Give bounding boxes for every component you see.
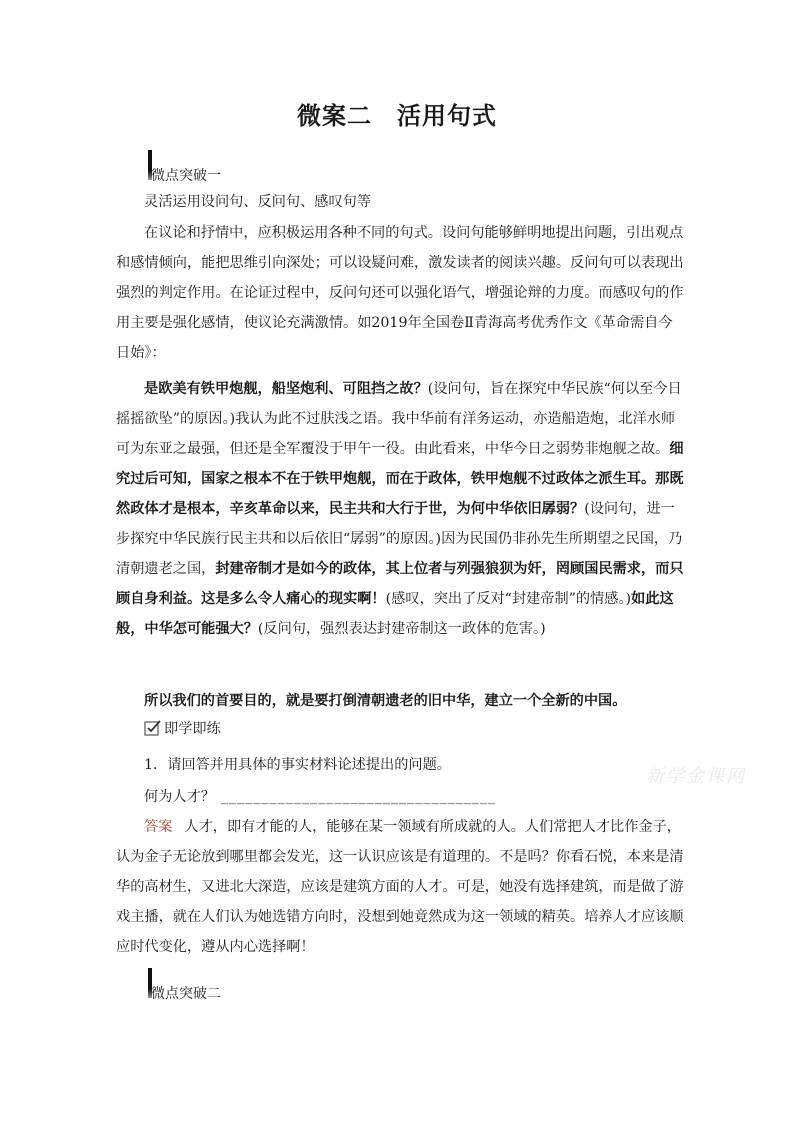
example-sentence: 如此这般，中华怎可能强大？ bbox=[116, 591, 674, 637]
watermark: 新学金课网 bbox=[646, 766, 746, 787]
checklist-icon bbox=[144, 719, 162, 737]
section-heading-label: 微点突破一 bbox=[151, 168, 221, 184]
example-sentence: 这是多么令人痛心的现实啊！ bbox=[201, 591, 386, 607]
intro-paragraph: 在议论和抒情中，应积极运用各种不同的句式。设问句能够鲜明地提出问题，引出观点和感情倾向，能把思维引向深处；可以设疑问难，激发读者的阅读兴趣。反问句可以表现出强烈的判定作用。在论证过程中，反问句还可以强化语气，增强论辩的力度。而感叹句的作用主要是强化感情，使议论充满激情。如2019年全国卷Ⅱ青海高考优秀作文《革命需自今日始》： bbox=[116, 225, 684, 361]
answer-tag: 答案 bbox=[144, 819, 173, 835]
example-sentence: 因为民国仍非孙先生所期望之民国，乃清朝遗老之国， bbox=[116, 531, 683, 577]
practice-heading bbox=[144, 718, 221, 742]
section-heading-label: 微点突破二 bbox=[151, 986, 221, 1002]
example-sentence: 那既然政体才是根本，辛亥革命以来，民主共和大行于世，为何中华依旧孱弱？ bbox=[116, 471, 684, 517]
example-note: (设问句，旨在探究中华民族“何以至今日摇摇欲坠”的原因。) bbox=[116, 381, 682, 427]
answer-text: 人才，即有才能的人，能够在某一领域有所成就的人。人们常把人才比作金子，认为金子无论放到哪里都会发光，这一认识应该是有道理的。不是吗？你看石悦，本来是清华的高材生，又进北大深造，应该是建筑方面的人才。可是，她没有选择建筑，而是做了游戏主播，就在人们认为她选错方向时，没想到她竟然成为这一领域的精英。培养人才应该顺应时代变化，遵从内心选择啊！ bbox=[116, 819, 684, 955]
example-conclusion: 所以我们的首要目的，就是要打倒清朝遗老的旧中华，建立一个全新的中国。 bbox=[144, 693, 627, 709]
question-1-line bbox=[144, 782, 496, 812]
example-sentence: 封建帝制才是如今的政体，其上位者与列强狼狈为奸，罔顾国民需求，而只顾自身利益。 bbox=[116, 561, 684, 607]
answer-blank[interactable]: __________________________________ bbox=[220, 789, 497, 805]
page-title: 微案二 活用句式 bbox=[297, 102, 497, 130]
example-sentence: 细究过后可知，国家之根本不在于铁甲炮舰，而在于政体，铁甲炮舰不过政体之派生耳。 bbox=[116, 441, 684, 487]
practice-label: 即学即练 bbox=[164, 721, 221, 737]
example-note: (反问句，强烈表达封建帝制这一政体的危害。) bbox=[257, 621, 546, 637]
example-sentence: 我认为此不过肤浅之语。我中华前有洋务运动，亦造船造炮，北洋水师可为东亚之最强，但还是全军覆没于甲午一役。由此看来，中华今日之弱势非炮舰之故。 bbox=[116, 411, 676, 457]
section-subtitle: 灵活运用设问句、反问句、感叹句等 bbox=[144, 194, 372, 210]
answer-paragraph bbox=[116, 812, 684, 962]
example-sentence: 是欧美有铁甲炮舰，船坚炮利、可阻挡之故？ bbox=[144, 381, 428, 397]
example-paragraph bbox=[116, 374, 684, 644]
example-note: (设问句，进一步探究中华民族行民主共和以后依旧“孱弱”的原因。) bbox=[116, 501, 675, 547]
question-1: 1．请回答并用具体的事实材料论述提出的问题。 bbox=[144, 757, 451, 773]
question-prompt: 何为人才？ bbox=[144, 789, 215, 805]
example-note: (感叹，突出了反对“封建帝制”的情感。) bbox=[385, 591, 632, 607]
